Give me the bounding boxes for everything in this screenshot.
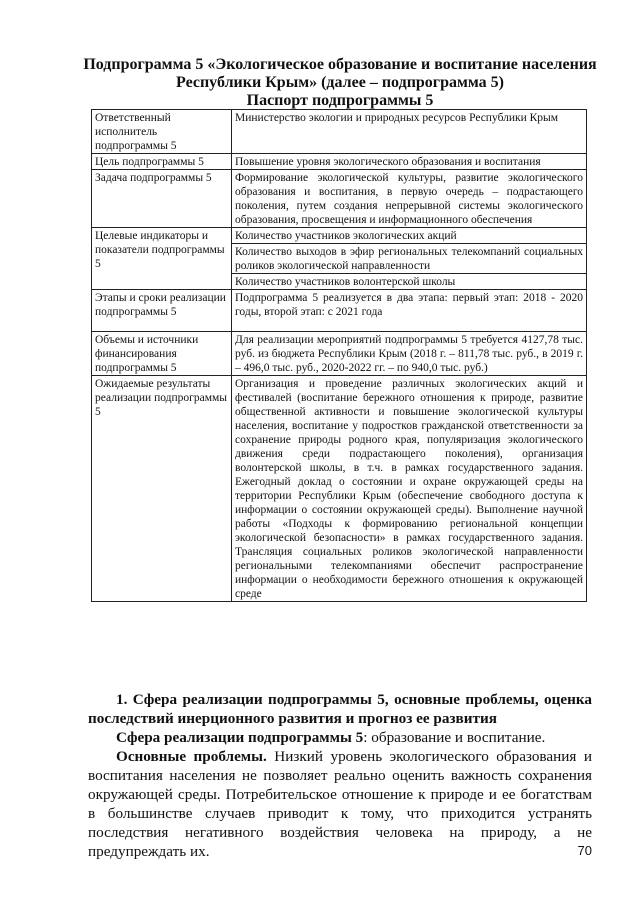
- row-label: Ответственный исполнитель подпрограммы 5: [92, 110, 232, 154]
- title-line-2: Республики Крым» (далее – подпрограмма 5): [176, 74, 504, 91]
- row-value: Повышение уровня экологического образования и воспитания: [232, 154, 587, 170]
- row-label: Этапы и сроки реализации подпрограммы 5: [92, 290, 232, 332]
- title-line-1: Подпрограмма 5 «Экологическое образование и воспитание населения: [83, 56, 597, 73]
- problems-text: Низкий уровень экологического образования и воспитания населения не позволяет реально оценить важность сохранения окружающей среды. Потребительское отношение к природе и ее богатствам в большинстве случаев приводит к тому, что приходится устранять последствия негативного воздействия человека на природу, а не предупреждать их.: [88, 748, 592, 860]
- indicator-item: Количество участников волонтерской школы: [235, 276, 456, 288]
- row-value: Министерство экологии и природных ресурсов Республики Крым: [232, 110, 587, 154]
- passport-table: [91, 109, 587, 602]
- table-row: [92, 332, 587, 376]
- indicator-item: Количество выходов в эфир региональных телекомпаний социальных роликов экологической направленности: [232, 244, 586, 274]
- row-value: Для реализации мероприятий подпрограммы 5 требуется 4127,78 тыс. руб. из бюджета Республики Крым (2018 г. – 811,78 тыс. руб., в 2019 г. – 496,0 тыс. руб., 2020-2022 гг. – по 940,0 тыс. руб.): [232, 332, 587, 376]
- sphere-text: : образование и воспитание.: [363, 729, 546, 746]
- row-value: Подпрограмма 5 реализуется в два этапа: первый этап: 2018 - 2020 годы, второй этап: с 2021 года: [232, 290, 587, 332]
- section-heading: 1. Сфера реализации подпрограммы 5, основные проблемы, оценка последствий инерционного развития и прогноз ее развития: [88, 691, 592, 727]
- sphere-paragraph: [88, 728, 592, 747]
- page-number: 70: [577, 843, 592, 858]
- row-value: Организация и проведение различных экологических акций и фестивалей (воспитание бережного отношения к природе, развитие общественной активности и повышение экологической культуры населения, воспитание у подростков гражданской ответственности за сохранение природы родного края, популяризация экологического движения среди подрастающего поколения), организация волонтерской школы, в т.ч. в рамках государственного задания. Ежегодный доклад о состоянии и охране окружающей среды на территории Республики Крым (обеспечение свободного доступа к информации о состоянии окружающей среды). Выполнение научной работы «Подходы к формированию региональной концепции экологической безопасности» в рамках государственного задания. Трансляция социальных роликов экологической направленности региональными телекомпаниями обеспечит распространение информации о необходимости бережного отношения к окружающей среде: [232, 376, 587, 602]
- section-body: [88, 690, 592, 861]
- problems-paragraph: [88, 747, 592, 861]
- table-row: [92, 154, 587, 170]
- row-label: Задача подпрограммы 5: [92, 170, 232, 228]
- table-row: [92, 376, 587, 602]
- row-value-group: [232, 228, 587, 290]
- row-label: Объемы и источники финансирования подпрограммы 5: [92, 332, 232, 376]
- row-label: Ожидаемые результаты реализации подпрограммы 5: [92, 376, 232, 602]
- table-row: [92, 290, 587, 332]
- problems-label: Основные проблемы.: [116, 748, 267, 765]
- table-row: [92, 228, 587, 290]
- row-label: Цель подпрограммы 5: [92, 154, 232, 170]
- passport-title: Паспорт подпрограммы 5: [246, 92, 434, 109]
- document-title: [60, 56, 620, 110]
- indicator-item: Количество участников экологических акций: [232, 228, 586, 244]
- table-row: [92, 110, 587, 154]
- sphere-label: Сфера реализации подпрограммы 5: [116, 729, 364, 746]
- row-label: Целевые индикаторы и показатели подпрограммы 5: [92, 228, 232, 290]
- table-row: [92, 170, 587, 228]
- row-value: Формирование экологической культуры, развитие экологического образования и воспитания, в первую очередь – подрастающего поколения, путем создания непрерывной системы экологического образования, просвещения и информационного обеспечения: [232, 170, 587, 228]
